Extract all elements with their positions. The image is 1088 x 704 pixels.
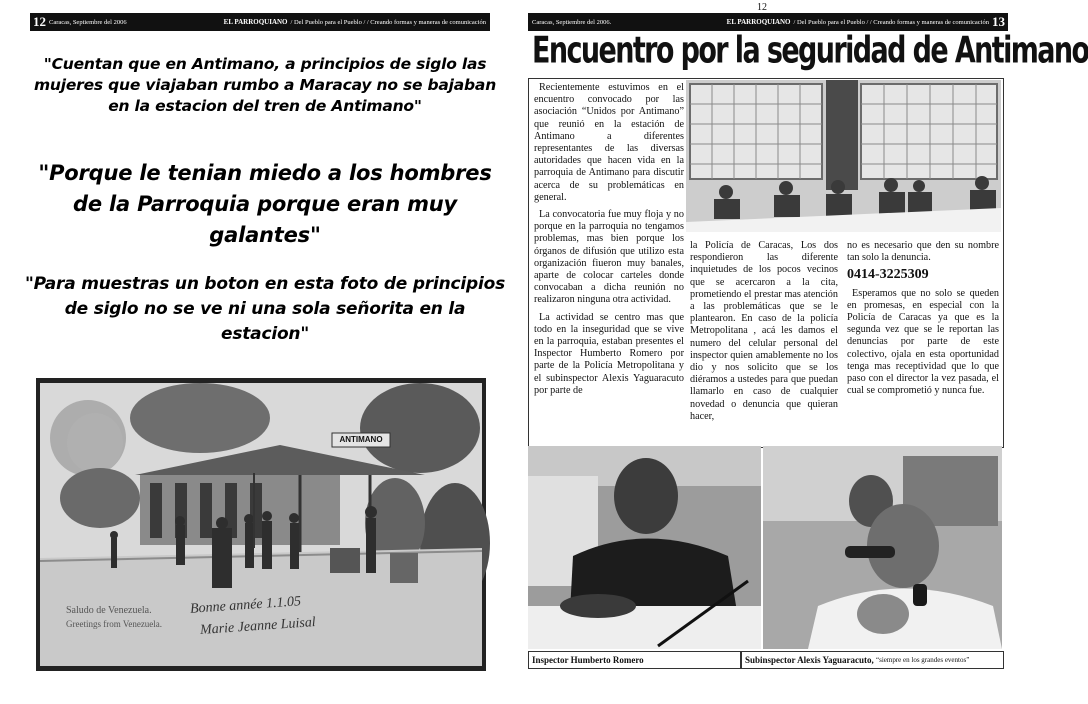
left-header-date: Caracas, Septiembre del 2006	[49, 18, 127, 26]
article-paragraph: La actividad se centro mas que todo en la inseguridad que se vive en la parroquia, estaban presentes el Inspector Humberto Romero por parte de la Policía Metropolitana y el subinspector Alexis Yaguaracuto por parte de	[534, 311, 684, 396]
article-paragraph: La convocatoria fue muy floja y no porque en la parroquia no tengamos problemas, mas bien porque los órganos de difusión que utilizo esta organización fiueron muy banales, aparte de colocar carteles donde convocaban a dicha reunión no realizaron ninguna otra actividad.	[534, 209, 684, 306]
caption-yaguaracuto	[741, 651, 1004, 669]
subinspector-yaguaracuto-photo	[763, 446, 1002, 649]
postcard-handwriting-line2: Marie Jeanne Luisal	[199, 614, 317, 639]
right-header-date: Caracas, Septiembre del 2006.	[532, 18, 612, 26]
quote-legend: "Cuentan que en Antimano, a principios de siglo las mujeres que viajaban rumbo a Maracay no se bajaban en la estacion del tren de Antimano"	[33, 55, 497, 115]
article-title: Encuentro por la seguridad de Antimano	[532, 30, 1088, 72]
postcard-caption-es: Saludo de Venezuela.	[66, 605, 152, 616]
right-header-slogan: / Del Pueblo para el Pueblo / / Creando formas y maneras de comunicación	[793, 18, 989, 26]
article-paragraph: Recientemente estuvimos en el encuentro convocado por las asociación “Unidos por Antimano” que reunió en la estación de Antimano a diferentes representantes de las diversas autoridades que hacen vida en la parroquia de Antimano para discutir acerca de su problemáticas en general.	[534, 82, 684, 203]
left-header-slogan: / Del Pueblo para el Pueblo / / Creando formas y maneras de comunicación	[290, 18, 486, 26]
left-page-number: 12	[33, 14, 46, 29]
inspector-romero-photo	[528, 446, 761, 649]
quote-reason: "Porque le tenian miedo a los hombres de la Parroquia porque eran muy galantes"	[38, 161, 492, 247]
article-column-1	[534, 82, 684, 402]
article-paragraph: la Policía de Caracas, Los dos respondieron las diferente inquietudes de los pocos vecinos que se acercaron a la cita, prometiendo el prestar mas atención a las problemáticas que se le plantearon. En caso de la policía Metropolitana , acá les damos el numero del celular personal del inspector quien amablemente no los dio y nos solicito que se los diéramos a ustedes para que puedan llamarlo en caso de cualquier novedad o denuncia que quieran hacer,	[690, 240, 838, 422]
left-header-publication: EL PARROQUIANO	[223, 18, 288, 26]
postcard-handwriting-line1: Bonne année 1.1.05	[189, 594, 302, 617]
quote-evidence: "Para muestras un boton en esta foto de principios de siglo no se ve ni una sola señorita en la estacion"	[24, 274, 506, 344]
meeting-photo	[686, 80, 1001, 232]
caption-yaguaracuto-quote: “siempre en los grandes eventos”	[876, 656, 970, 664]
article-paragraph: Esperamos que no solo se queden en promesas, en especial con la Policía de Caracas ya que es la segunda vez que se le reportan las denuncias por parte de este colectivo, ojala en esta oportunidad tenga mas receptividad que lo que paso con el director la vez pasada, el cual se comprometió y nunca fue.	[847, 287, 999, 397]
right-page-number: 13	[992, 14, 1005, 29]
postcard-caption-en: Greetings from Venezuela.	[66, 619, 163, 629]
caption-romero: Inspector Humberto Romero	[528, 651, 741, 669]
station-sign: ANTIMANO	[339, 435, 383, 444]
left-page-header	[30, 13, 490, 31]
top-page-number: 12	[757, 2, 767, 13]
inspector-phone-number: 0414-3225309	[847, 267, 929, 283]
antimano-station-postcard	[36, 378, 486, 671]
article-column-3	[847, 240, 999, 402]
article-paragraph: no es necesario que den su nombre tan solo la denuncia.	[847, 240, 999, 264]
right-header-publication: EL PARROQUIANO	[726, 18, 791, 26]
article-column-2	[690, 240, 838, 428]
caption-yaguaracuto-name: Subinspector Alexis Yaguaracuto,	[745, 655, 874, 665]
right-page-header	[528, 13, 1008, 31]
